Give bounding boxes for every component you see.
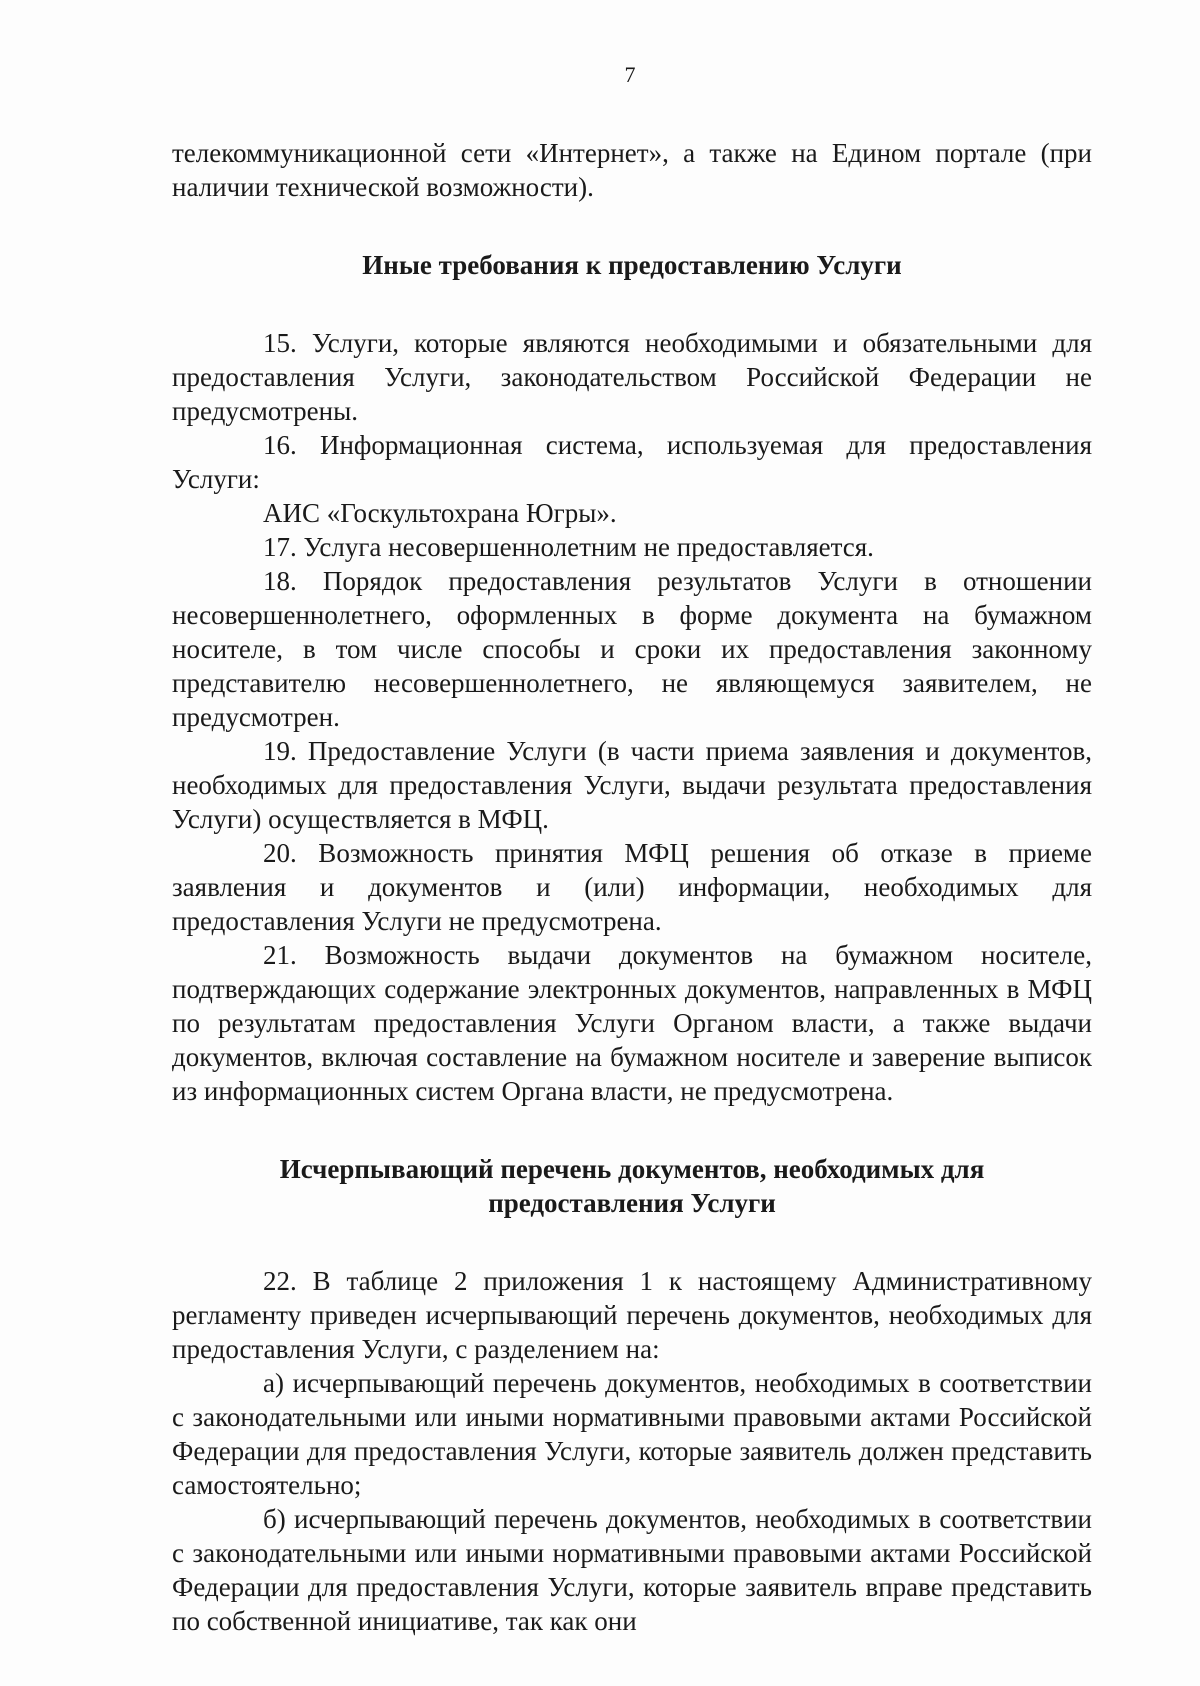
section-heading-line-1: Исчерпывающий перечень документов, необходимых для [279, 1154, 985, 1184]
section-heading-documents-list [172, 1152, 1092, 1220]
section-heading-line-2: предоставления Услуги [488, 1188, 776, 1218]
paragraph-16: 16. Информационная система, используемая для предоставления Услуги: [172, 430, 1092, 494]
paragraph-16-ais: АИС «Госкультохрана Югры». [263, 498, 617, 528]
paragraph-22: 22. В таблице 2 приложения 1 к настоящему Административному регламенту приведен исчерпывающий перечень документов, необходимых для предоставления Услуги, с разделением на: [172, 1266, 1092, 1364]
paragraph-22-a: а) исчерпывающий перечень документов, необходимых в соответствии с законодательными или иными нормативными правовыми актами Российской Федерации для предоставления Услуги, которые заявитель должен представить самостоятельно; [172, 1368, 1092, 1500]
page-number: 7 [624, 62, 636, 87]
paragraph-intro: телекоммуникационной сети «Интернет», а также на Едином портале (при наличии технической возможности). [172, 138, 1092, 202]
paragraph-15: 15. Услуги, которые являются необходимыми и обязательными для предоставления Услуги, законодательством Российской Федерации не предусмотрены. [172, 328, 1092, 426]
paragraph-19: 19. Предоставление Услуги (в части приема заявления и документов, необходимых для предоставления Услуги, выдачи результата предоставления Услуги) осуществляется в МФЦ. [172, 736, 1092, 834]
document-body [172, 136, 1092, 1638]
paragraph-18: 18. Порядок предоставления результатов Услуги в отношении несовершеннолетнего, оформленных в форме документа на бумажном носителе, в том числе способы и сроки их предоставления законному представителю несовершеннолетнего, не являющемуся заявителем, не предусмотрен. [172, 566, 1092, 732]
paragraph-17: 17. Услуга несовершеннолетним не предоставляется. [263, 532, 874, 562]
section-heading-other-requirements: Иные требования к предоставлению Услуги [362, 250, 902, 280]
paragraph-22-b: б) исчерпывающий перечень документов, необходимых в соответствии с законодательными или иными нормативными правовыми актами Российской Федерации для предоставления Услуги, которые заявитель вправе представить по собственной инициативе, так как они [172, 1504, 1092, 1636]
paragraph-21: 21. Возможность выдачи документов на бумажном носителе, подтверждающих содержание электронных документов, направленных в МФЦ по результатам предоставления Услуги Органом власти, а также выдачи документов, включая составление на бумажном носителе и заверение выписок из информационных систем Органа власти, не предусмотрена. [172, 940, 1092, 1106]
paragraph-20: 20. Возможность принятия МФЦ решения об отказе в приеме заявления и документов и (или) информации, необходимых для предоставления Услуги не предусмотрена. [172, 838, 1092, 936]
